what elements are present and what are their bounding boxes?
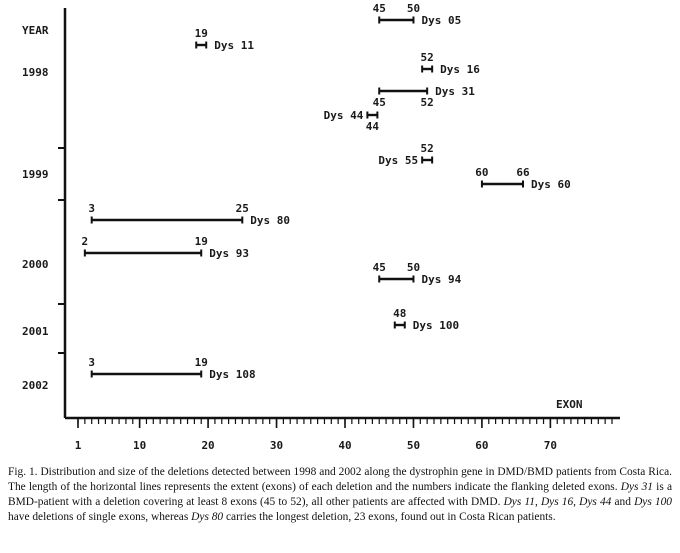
deletion-name-label: Dys 31 [435,85,475,98]
y-axis-title: YEAR [22,24,49,37]
x-tick-label: 60 [475,439,489,452]
deletion-name-label: Dys 60 [531,178,571,191]
deletion-name-label: Dys 55 [378,154,419,167]
x-tick-label: 1 [74,439,82,452]
deletion-start-label: 2 [81,235,89,248]
deletion-exon-label: 44 [365,120,380,133]
x-tick-label: 30 [269,439,284,452]
deletion-end-label: 25 [235,202,249,215]
deletion-start-label: 60 [475,166,489,179]
chart-axes [58,8,620,428]
deletion-start-label: 45 [372,2,386,15]
x-tick-label: 40 [338,439,352,452]
deletion-start-label: 3 [88,202,96,215]
deletion-exon-label: 52 [420,51,434,64]
x-tick-label: 70 [543,439,558,452]
year-label-2001: 2001 [22,325,49,338]
deletion-name-label: Dys 94 [421,273,462,286]
deletion-name-label: Dys 100 [412,319,460,332]
deletion-exon-label: 19 [194,27,208,40]
year-label-1998: 1998 [22,66,49,79]
deletion-end-label: 66 [516,166,530,179]
deletion-name-label: Dys 16 [440,63,480,76]
x-major-ticks [78,418,550,428]
deletion-name-label: Dys 93 [209,247,249,260]
deletion-end-label: 19 [194,235,208,248]
deletion-name-label: Dys 108 [209,368,256,381]
x-tick-label: 10 [132,439,147,452]
deletion-name-label: Dys 05 [421,14,462,27]
deletion-end-label: 50 [406,2,421,15]
deletion-end-label: 50 [406,261,421,274]
deletion-exon-label: 48 [393,307,407,320]
deletion-name-label: Dys 80 [250,214,291,227]
x-axis-title: EXON [556,398,583,411]
x-tick-labels [75,439,557,452]
x-tick-label: 50 [406,439,421,452]
deletion-name-label: Dys 11 [214,39,254,52]
year-label-2002: 2002 [22,379,49,392]
deletion-end-label: 19 [194,356,208,369]
deletion-end-label: 52 [420,96,434,109]
x-tick-label: 20 [201,439,215,452]
deletion-bars [82,2,571,381]
deletion-name-label: Dys 44 [323,109,364,122]
year-label-1999: 1999 [22,168,49,181]
deletion-exon-label: 52 [420,142,434,155]
deletion-start-label: 45 [372,261,386,274]
deletion-start-label: 3 [88,356,96,369]
year-label-2000: 2000 [22,258,49,271]
year-labels [22,66,49,392]
deletion-start-label: 45 [372,96,386,109]
figure-caption: Fig. 1. Distribution and size of the deletions detected between 1998 and 2002 along the dystrophin gene in DMD/BMD patients from Costa Rica. The length of the horizontal lines represents the extent (exons) of each deletion and the numbers indicate the flanking deleted exons. Dys 31 is a BMD-patient with a deletion covering at least 8 exons (45 to 52), all other patients are affected with DMD. Dys 11, Dys 16, Dys 44 and Dys 100 have deletions of single exons, whereas Dys 80 carries the longest deletion, 23 exons, found out in Costa Rican patients. [8,466,673,523]
